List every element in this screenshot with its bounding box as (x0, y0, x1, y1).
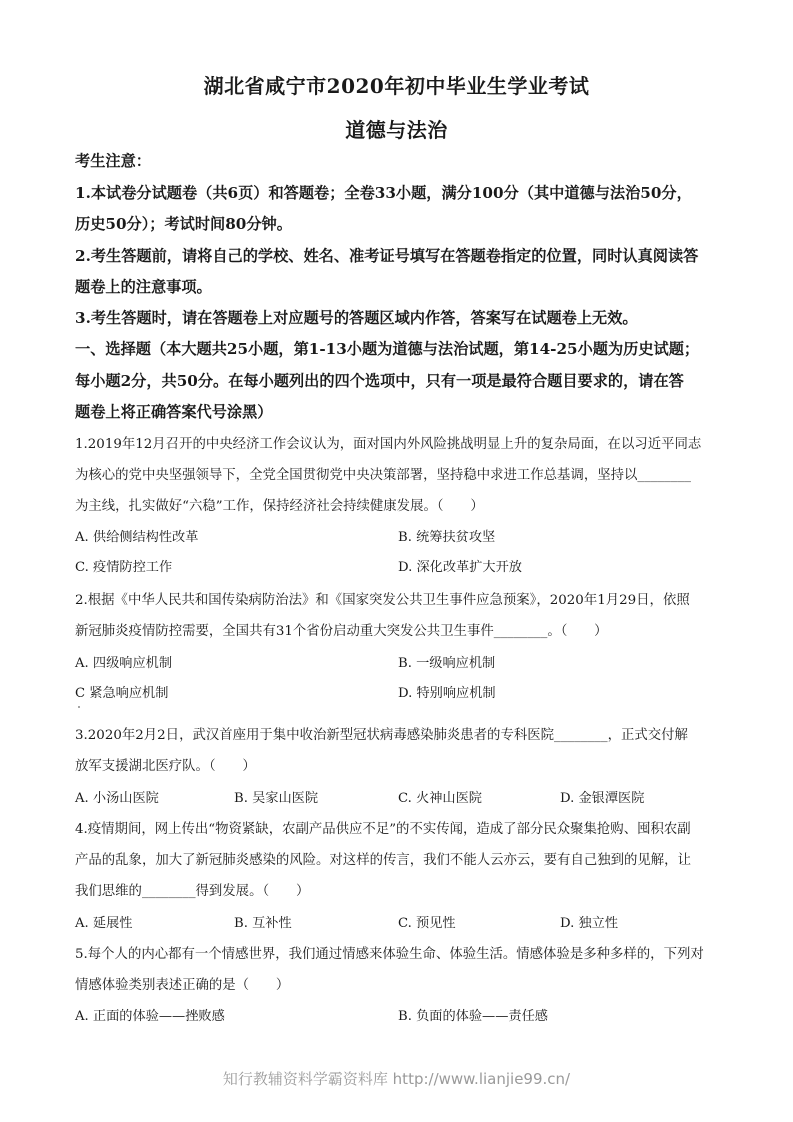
question-4-line-1: 4.疫情期间，网上传出“物资紧缺，农副产品供应不足”的不实传闻，造成了部分民众聚集抢购、囤积农副 (75, 822, 691, 837)
question-2-line-1: 2.根据《中华人民共和国传染病防治法》和《国家突发公共卫生事件应急预案》，2020年1月29日，依照 (75, 593, 690, 608)
question-2-option-a[interactable]: A. 四级响应机制 (75, 656, 173, 671)
question-5-option-b[interactable]: B. 负面的体验——责任感 (398, 1009, 548, 1024)
question-3-option-d[interactable]: D. 金银潭医院 (560, 791, 645, 806)
question-4-line-3: 我们思维的________得到发展。（ ） (75, 884, 310, 899)
question-3-option-b[interactable]: B. 吴家山医院 (234, 791, 319, 806)
section-heading-line-3: 题卷上将正确答案代号涂黑） (75, 403, 273, 421)
question-4-option-b[interactable]: B. 互补性 (234, 916, 292, 931)
question-4-option-c[interactable]: C. 预见性 (398, 916, 456, 931)
notice-item-2-line-2: 题卷上的注意事项。 (75, 278, 212, 296)
question-1-option-c[interactable]: C. 疫情防控工作 (75, 560, 173, 575)
question-2-option-c[interactable]: C 紧急响应机制 (75, 686, 169, 701)
notice-item-1-line-2: 历史50分）；考试时间80分钟。 (75, 215, 292, 233)
question-1-option-a[interactable]: A. 供给侧结构性改革 (75, 530, 199, 545)
question-3-option-a[interactable]: A. 小汤山医院 (75, 791, 159, 806)
notice-item-1-line-1: 1.本试卷分试题卷（共6页）和答题卷；全卷33小题，满分100分（其中道德与法治50分， (75, 184, 692, 202)
question-4-option-a[interactable]: A. 延展性 (75, 916, 133, 931)
question-1-line-3: 为主线，扎实做好“六稳”工作，保持经济社会持续健康发展。（ ） (75, 499, 484, 514)
question-1-option-d[interactable]: D. 深化改革扩大开放 (398, 560, 522, 575)
exam-title: 湖北省咸宁市2020年初中毕业生学业考试 (203, 74, 590, 98)
question-5-line-1: 5.每个人的内心都有一个情感世界，我们通过情感来体验生命、体验生活。情感体验是多种多样的，下列对 (75, 947, 704, 962)
question-3-line-2: 放军支援湖北医疗队。（ ） (75, 759, 256, 774)
notice-heading: 考生注意： (75, 152, 151, 170)
question-5-option-a[interactable]: A. 正面的体验——挫败感 (75, 1009, 225, 1024)
stray-mark (78, 706, 80, 708)
question-2-option-b[interactable]: B. 一级响应机制 (398, 656, 496, 671)
question-4-option-d[interactable]: D. 独立性 (560, 916, 619, 931)
question-2-line-2: 新冠肺炎疫情防控需要，全国共有31个省份启动重大突发公共卫生事件________。（ ） (75, 624, 608, 639)
question-2-option-d[interactable]: D. 特别响应机制 (398, 686, 496, 701)
section-heading-line-1: 一、选择题（本大题共25小题，第1-13小题为道德与法治试题，第14-25小题为历史试题； (75, 340, 700, 358)
section-heading-line-2: 每小题2分，共50分。在每小题列出的四个选项中，只有一项是最符合题目要求的，请在答 (75, 372, 684, 390)
exam-subject: 道德与法治 (345, 118, 448, 142)
footer-watermark: 知行教辅资料学霸资料库 http://www.lianjie99.cn/ (222, 1070, 571, 1088)
question-4-line-2: 产品的乱象，加大了新冠肺炎感染的风险。对这样的传言，我们不能人云亦云，要有自己独到的见解，让 (75, 853, 691, 868)
question-3-option-c[interactable]: C. 火神山医院 (398, 791, 482, 806)
notice-item-3: 3.考生答题时，请在答题卷上对应题号的答题区域内作答，答案写在试题卷上无效。 (75, 309, 638, 327)
notice-item-2-line-1: 2.考生答题前，请将自己的学校、姓名、准考证号填写在答题卷指定的位置，同时认真阅读答 (75, 247, 699, 265)
question-5-line-2: 情感体验类别表述正确的是（ ） (75, 978, 290, 993)
question-3-line-1: 3.2020年2月2日，武汉首座用于集中收治新型冠状病毒感染肺炎患者的专科医院________，正式交付解 (75, 728, 688, 743)
question-1-line-2: 为核心的党中央坚强领导下，全党全国贯彻党中央决策部署，坚持稳中求进工作总基调，坚持以________ (75, 468, 691, 483)
question-1-option-b[interactable]: B. 统筹扶贫攻坚 (398, 530, 496, 545)
question-1-line-1: 1.2019年12月召开的中央经济工作会议认为，面对国内外风险挑战明显上升的复杂局面，在以习近平同志 (75, 437, 702, 452)
